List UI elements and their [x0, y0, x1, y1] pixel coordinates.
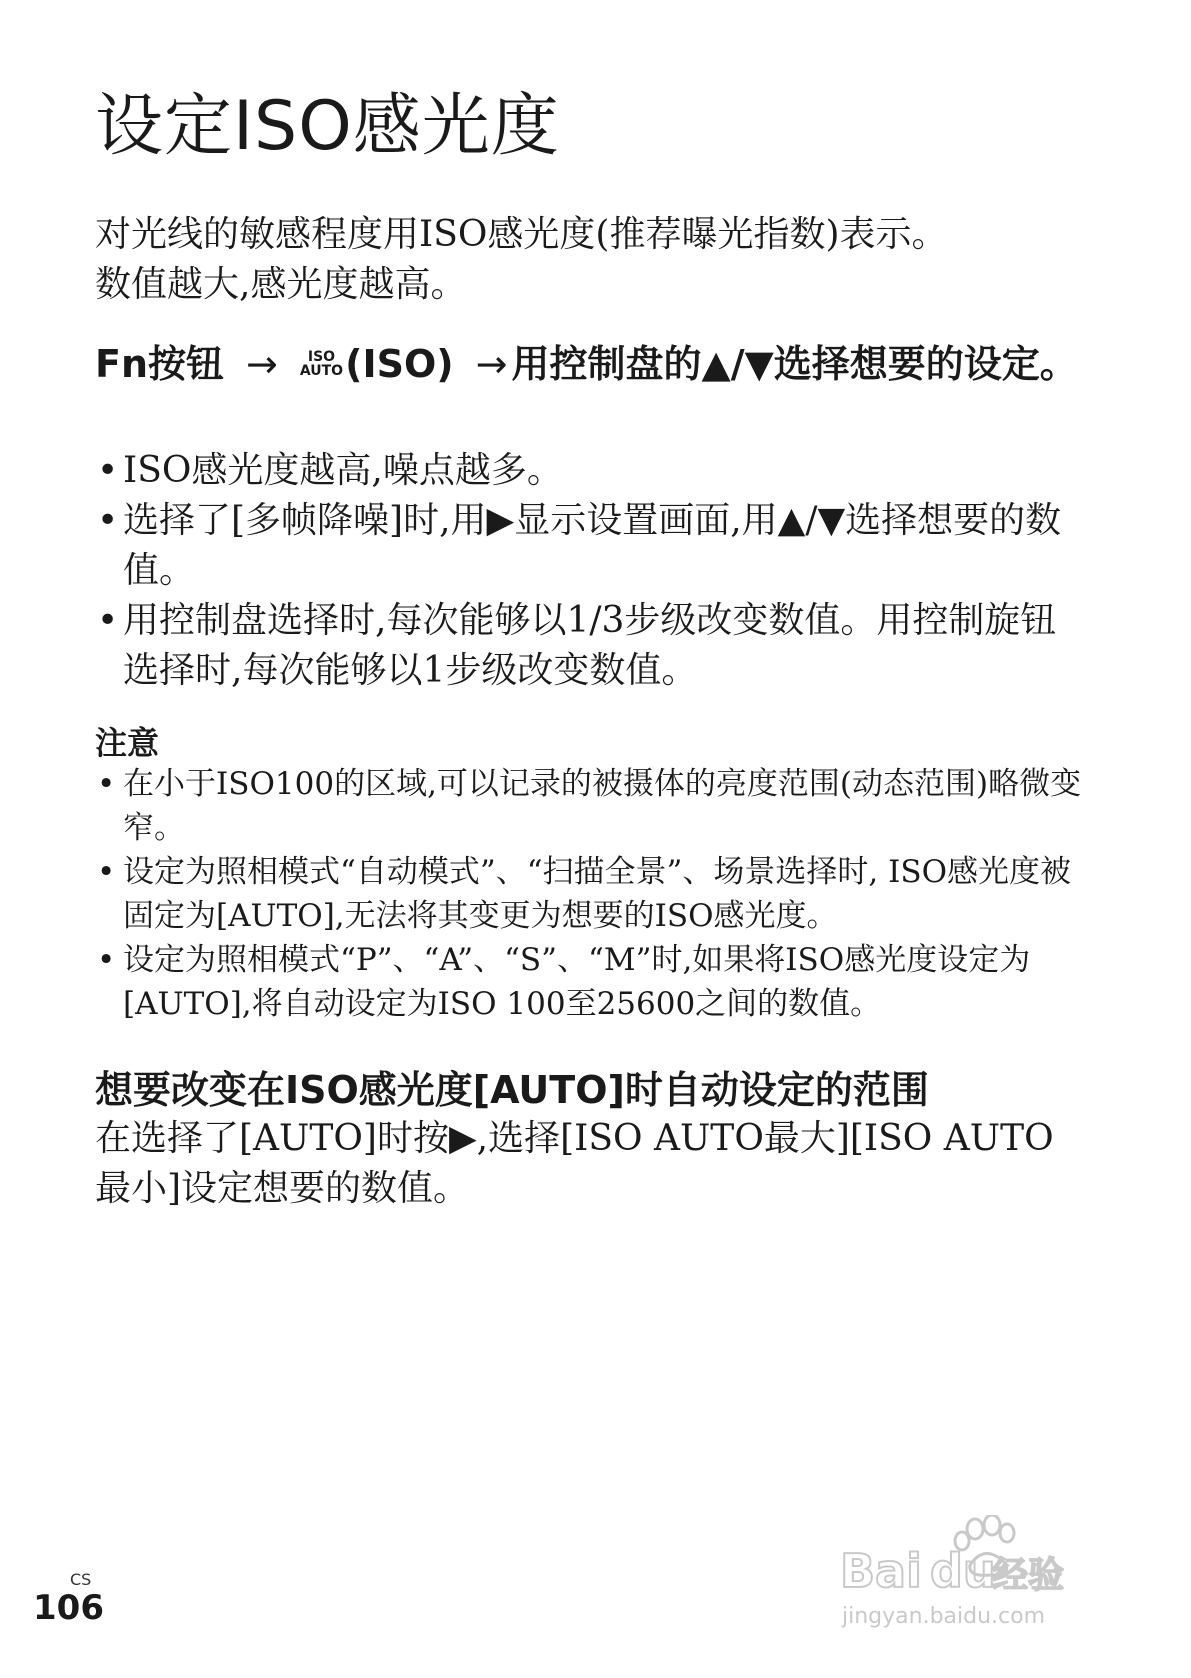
list-item: • 用控制盘选择时,每次能够以1/3步级改变数值。用控制旋钮选择时,每次能够以1步级改变数值。 — [95, 596, 1085, 696]
bullet-icon: • — [97, 450, 119, 491]
list-item: • 选择了[多帧降噪]时,用▶显示设置画面,用▲/▼选择想要的数值。 — [95, 496, 1085, 596]
iso-auto-icon: ISO AUTO — [299, 349, 344, 379]
procedure-step — [95, 338, 1095, 390]
fn-button-label: Fn按钮 — [95, 342, 225, 386]
language-code: CS — [70, 1570, 92, 1589]
svg-text:经验: 经验 — [992, 1555, 1065, 1596]
list-item: • 在小于ISO100的区域,可以记录的被摄体的亮度范围(动态范围)略微变窄。 — [95, 762, 1085, 850]
bullet-icon: • — [97, 942, 116, 978]
svg-text:jingyan.baidu.com: jingyan.baidu.com — [842, 1604, 1046, 1629]
step-instruction: 用控制盘的▲/▼选择想要的设定。 — [511, 342, 1078, 386]
svg-text:Bai: Bai — [840, 1544, 922, 1598]
notes-heading: 注意 — [95, 724, 160, 762]
tips-list — [95, 446, 1085, 696]
bullet-icon: • — [97, 766, 116, 802]
bullet-icon: • — [97, 600, 119, 641]
list-item: • ISO感光度越高,噪点越多。 — [95, 446, 1085, 496]
arrow-icon: → — [246, 342, 278, 386]
bullet-icon: • — [97, 500, 119, 541]
bullet-icon: • — [97, 854, 116, 890]
section-heading: 想要改变在ISO感光度[AUTO]时自动设定的范围 — [95, 1068, 929, 1112]
intro-line-1: 对光线的敏感程度用ISO感光度(推荐曝光指数)表示。 — [95, 214, 948, 255]
list-item: • 设定为照相模式“P”、“A”、“S”、“M”时,如果将ISO感光度设定为[AUTO],将自动设定为ISO 100至25600之间的数值。 — [95, 938, 1085, 1026]
intro-line-2: 数值越大,感光度越高。 — [95, 264, 467, 305]
section-text: 在选择了[AUTO]时按▶,选择[ISO AUTO最大][ISO AUTO最小]设定想要的数值。 — [95, 1118, 1054, 1209]
iso-label: (ISO) — [345, 342, 454, 386]
paw-logo-icon — [840, 1515, 1080, 1635]
arrow-icon: → — [475, 342, 508, 386]
page-title: 设定ISO感光度 — [95, 87, 560, 166]
baidu-watermark-logo — [840, 1515, 1080, 1639]
page-number: 106 — [33, 1588, 104, 1628]
notes-list — [95, 762, 1085, 1026]
list-item: • 设定为照相模式“自动模式”、“扫描全景”、场景选择时, ISO感光度被固定为[AUTO],无法将其变更为想要的ISO感光度。 — [95, 850, 1085, 938]
svg-text:du: du — [930, 1544, 996, 1598]
intro-text — [95, 210, 1075, 310]
